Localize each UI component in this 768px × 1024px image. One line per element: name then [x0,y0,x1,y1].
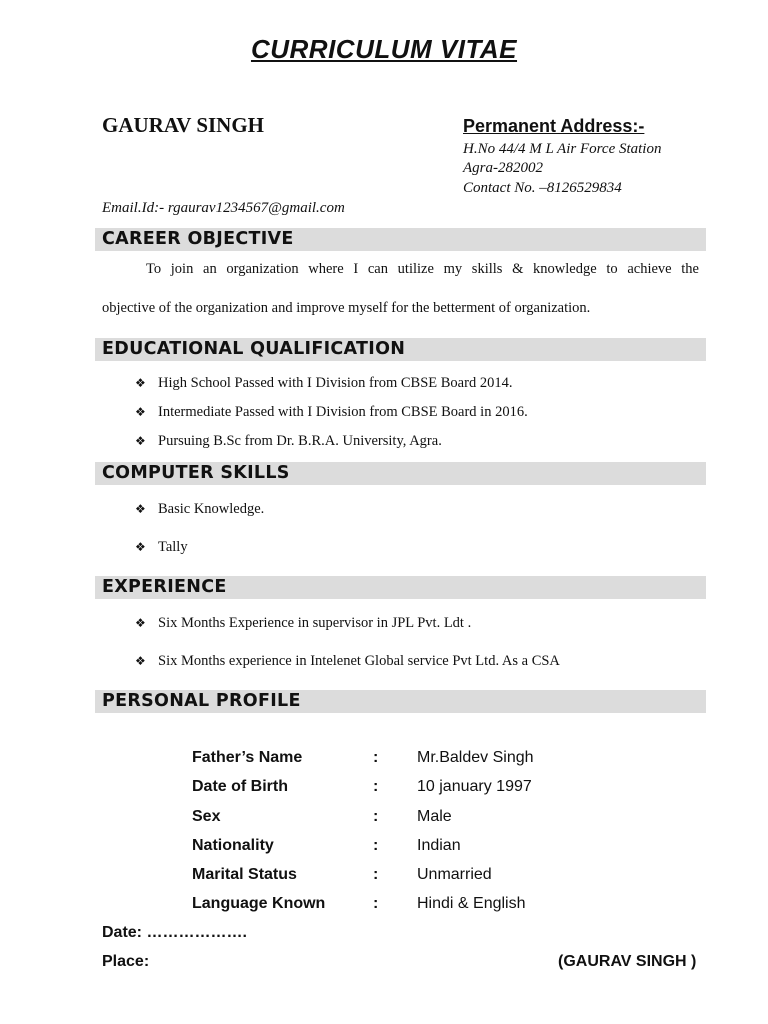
bullet-icon: ❖ [135,654,146,668]
bullet-icon: ❖ [135,434,146,448]
profile-value-sex: Male [417,808,452,825]
list-item [135,653,560,670]
signature-name: (GAURAV SINGH ) [558,953,697,970]
section-heading-education: EDUCATIONAL QUALIFICATION [95,338,706,361]
address-heading: Permanent Address:- [463,116,645,136]
profile-value-date-of-birth: 10 january 1997 [417,778,532,795]
objective-text-line: To join an organization where I can utilize my skills & knowledge to achieve the [146,261,699,277]
address-line: H.No 44/4 M L Air Force Station [463,141,662,157]
bullet-icon: ❖ [135,405,146,419]
list-item-text: Intermediate Passed with I Division from CBSE Board in 2016. [158,404,528,420]
list-item [135,501,264,518]
profile-colon: : [373,808,379,825]
profile-label-language-known: Language Known [192,895,326,912]
profile-colon: : [373,895,379,912]
place-line: Place: [102,953,150,970]
list-item [135,404,528,421]
profile-label-sex: Sex [192,808,221,825]
profile-value-nationality: Indian [417,837,461,854]
date-line: Date: ………………. [102,924,247,941]
profile-colon: : [373,837,379,854]
section-heading-computer-skills: COMPUTER SKILLS [95,462,706,485]
profile-label-fathers-name: Father’s Name [192,749,303,766]
email-line: Email.Id:- rgaurav1234567@gmail.com [102,200,345,216]
profile-colon: : [373,866,379,883]
profile-value-fathers-name: Mr.Baldev Singh [417,749,534,766]
list-item [135,433,442,450]
profile-label-date-of-birth: Date of Birth [192,778,288,795]
list-item [135,375,512,392]
list-item-text: Tally [158,539,188,555]
bullet-icon: ❖ [135,540,146,554]
profile-colon: : [373,778,379,795]
list-item-text: Six Months Experience in supervisor in JPL Pvt. Ldt . [158,615,472,631]
profile-label-marital-status: Marital Status [192,866,297,883]
list-item-text: High School Passed with I Division from CBSE Board 2014. [158,375,513,391]
objective-text-line: objective of the organization and improve myself for the betterment of organization. [102,300,591,316]
list-item [135,615,471,632]
address-line: Agra-282002 [463,160,543,176]
contact-number: Contact No. –8126529834 [463,180,622,196]
profile-colon: : [373,749,379,766]
candidate-name: GAURAV SINGH [102,113,265,137]
bullet-icon: ❖ [135,376,146,390]
section-heading-personal-profile: PERSONAL PROFILE [95,690,706,713]
profile-label-nationality: Nationality [192,837,274,854]
list-item [135,539,188,556]
profile-value-marital-status: Unmarried [417,866,492,883]
section-heading-experience: EXPERIENCE [95,576,706,599]
bullet-icon: ❖ [135,502,146,516]
list-item-text: Pursuing B.Sc from Dr. B.R.A. University, Agra. [158,433,442,449]
profile-value-language-known: Hindi & English [417,895,526,912]
list-item-text: Basic Knowledge. [158,501,265,517]
section-heading-career-objective: CAREER OBJECTIVE [95,228,706,251]
list-item-text: Six Months experience in Intelenet Global service Pvt Ltd. As a CSA [158,653,560,669]
document-title: CURRICULUM VITAE [250,34,518,64]
bullet-icon: ❖ [135,616,146,630]
